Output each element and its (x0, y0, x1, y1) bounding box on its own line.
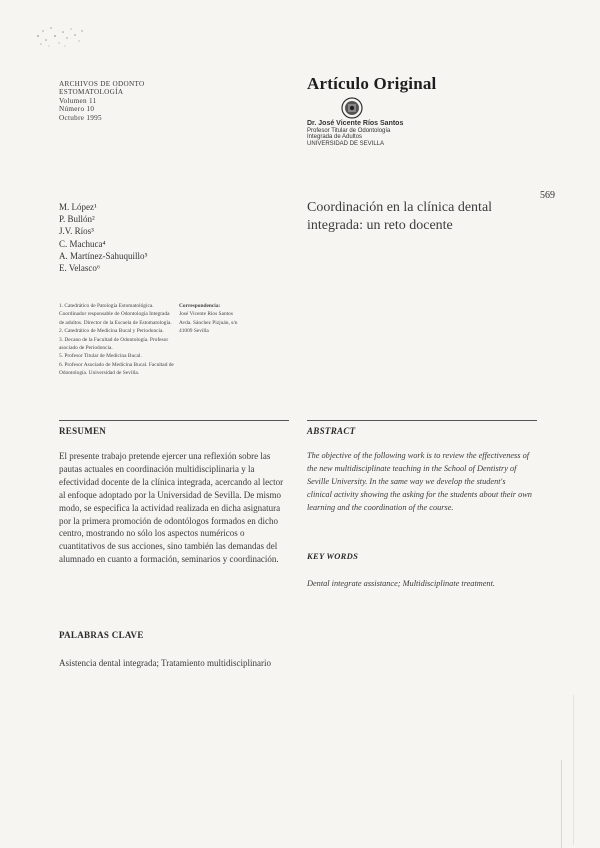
director-line: UNIVERSIDAD DE SEVILLA (307, 140, 385, 147)
journal-info (59, 80, 179, 122)
author: A. Martínez-Sahuquillo⁵ (59, 250, 148, 261)
affiliation: 6. Profesor Asociado de Medicina Bucal. Facultad de Odontología. Universidad de Sevilla. (59, 361, 174, 377)
affiliation: 3. Decano de la Facultad de Odontología. Profesor asociado de Periodoncia. (59, 336, 169, 352)
journal-line: Octubre 1995 (59, 113, 102, 122)
scan-noise-mark (34, 22, 86, 50)
resumen-heading: RESUMEN (59, 426, 107, 436)
page-number: 569 (540, 190, 555, 201)
author: P. Bullón² (59, 214, 95, 225)
key-words-heading: KEY WORDS (307, 551, 359, 561)
resumen-text: El presente trabajo pretende ejercer una reflexión sobre las pautas actuales en coordinación multidisciplinaria y la efectividad docente de la clínica integrada, acercando al lector al enfoque adoptado por la Universidad de Sevilla. De mismo modo, se especifica la actividad realizada en dicha asignatura por la primera promoción de odontólogos formados en dicho centro, mostrando no sólo los aspectos numéricos o cuantitativos de sus acciones, sino también las demandas del alumnado en cuanto a formación, seminarios y coordinación. (59, 451, 284, 565)
journal-line: Volumen 11 (59, 96, 97, 105)
director-block (307, 121, 457, 147)
abstract-text: The objective of the following work is to review the effectiveness of the new multidisciplinate teaching in the School of Dentistry of Seville University. In the same way we develop the student's clinical activity showing the asking for the students about their own learning and the coordination of the course. (307, 451, 532, 512)
scan-edge-line (561, 760, 562, 848)
correspondence-line: 41009 Sevilla (179, 328, 209, 335)
journal-line: ESTOMATOLOGÍA (59, 88, 124, 97)
university-seal-icon (341, 97, 363, 119)
journal-line: ARCHIVOS DE ODONTO (59, 80, 145, 88)
correspondence-heading: Correspondencia: (179, 303, 221, 309)
author: M. López¹ (59, 202, 97, 212)
palabras-clave-heading: PALABRAS CLAVE (59, 630, 144, 640)
key-words-text: Dental integrate assistance; Multidisciplinate treatment. (307, 579, 495, 588)
author: C. Machuca⁴ (59, 238, 106, 249)
affiliation: 5. Profesor Titular de Medicina Bucal. (59, 353, 142, 360)
article-title: Coordinación en la clínica dental integrada: un reto docente (307, 200, 493, 233)
author: J.V. Ríos³ (59, 226, 94, 237)
correspondence-line: Avda. Sánchez Pizjuán, s/n (179, 319, 238, 326)
journal-line: Número 10 (59, 105, 95, 114)
abstract-heading: ABSTRACT (307, 426, 356, 436)
affiliation: 1. Catedrático de Patología Estomatológica. Coordinador responsable de Odontología Integrada de adultos. Director de la Escuela de Estomatología. (59, 303, 172, 326)
scan-edge-line (573, 695, 574, 845)
correspondence-line: José Vicente Ríos Santos (179, 311, 233, 318)
affiliation: 2. Catedrático de Medicina Bucal y Periodoncia. (59, 328, 164, 335)
correspondence-block (179, 302, 274, 336)
palabras-clave-text: Asistencia dental integrada; Tratamiento multidisciplinario (59, 658, 271, 668)
section-type-heading: Artículo Original (307, 74, 437, 93)
director-line: Integrada de Adultos (307, 134, 363, 141)
director-name: Dr. José Vicente Ríos Santos (307, 120, 404, 127)
section-divider (307, 420, 537, 421)
author: E. Velasco⁶ (59, 263, 100, 274)
author-list (59, 201, 148, 274)
author-affiliations (59, 302, 174, 378)
section-divider (59, 420, 289, 421)
director-line: Profesor Titular de Odontología (307, 127, 391, 134)
